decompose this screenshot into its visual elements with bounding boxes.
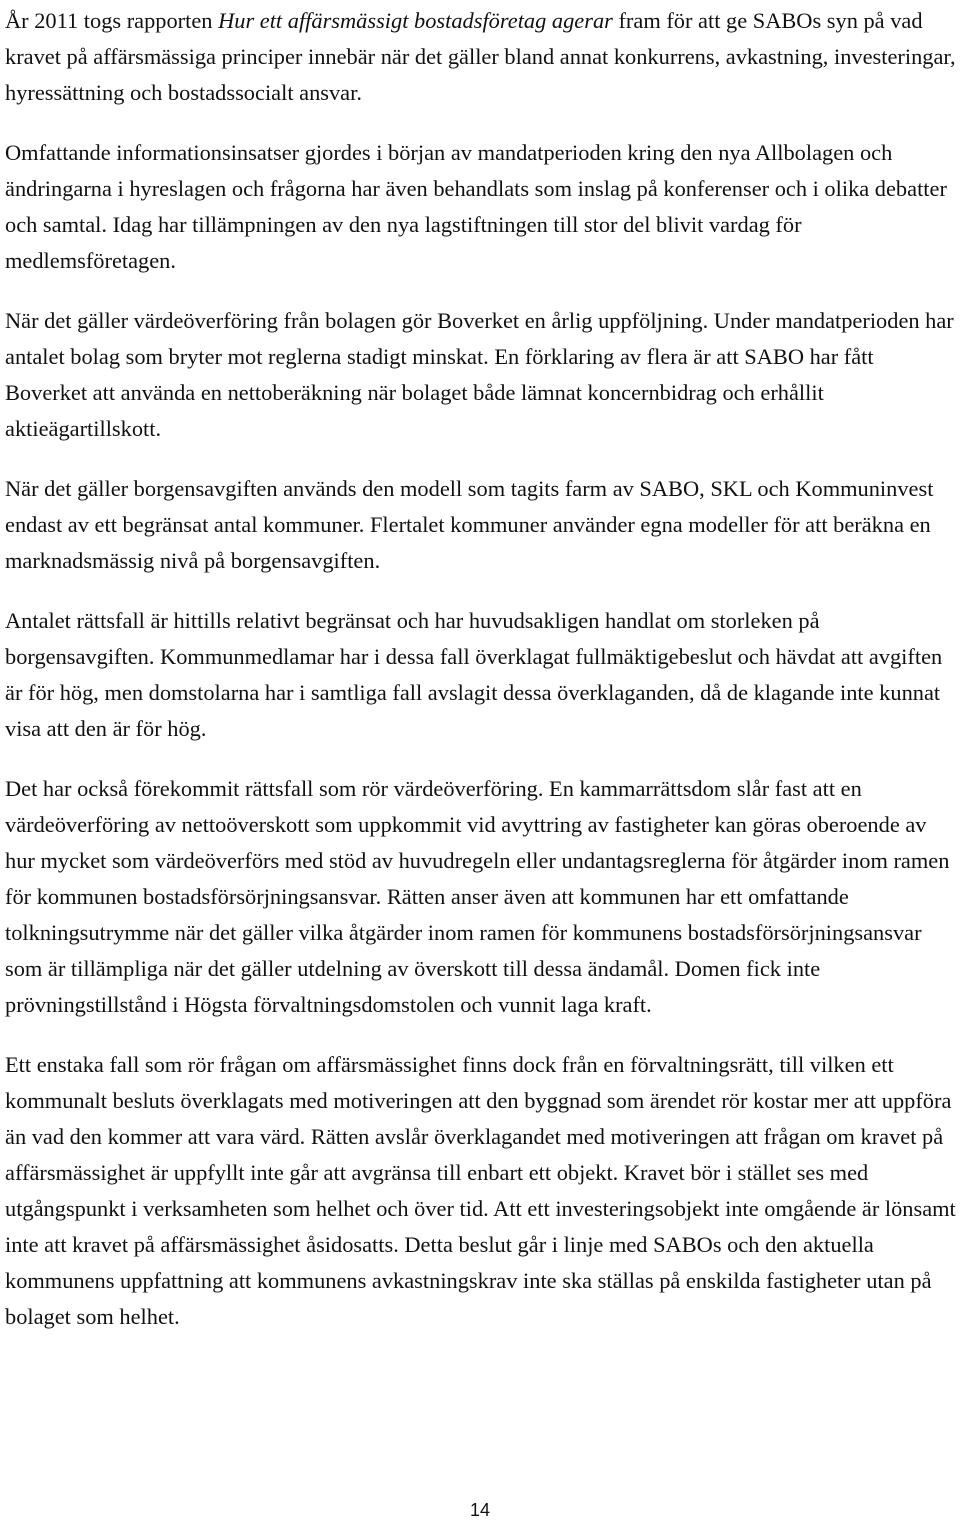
paragraph-6: Det har också förekommit rättsfall som rör värdeöverföring. En kammarrättsdom slår fast att en värdeöverföring av nettoöverskott som uppkommit vid avyttring av fastigheter kan göras oberoende av hur mycket som värdeöverförs med stöd av huvudregeln eller undantagsreglerna för åtgärder inom ramen för kommunen bostadsförsörjningsansvar. Rätten anser även att kommunen har ett omfattande tolkningsutrymme när det gäller vilka åtgärder inom ramen för kommunens bostadsförsörjningsansvar som är tillämpliga när det gäller utdelning av överskott till dessa ändamål. Domen fick inte prövningstillstånd i Högsta förvaltningsdomstolen och vunnit laga kraft. [5,776,950,1017]
paragraph-1 [5,3,960,111]
paragraph-1-rest: fram för att ge SABOs syn på vad kravet på affärsmässiga principer innebär när det gäller bland annat konkurrens, avkastning, investeringar, hyressättning och bostadssocialt ansvar. [5,8,956,105]
paragraph-1-lead: År 2011 togs rapporten [5,8,219,33]
body-text [5,3,960,1359]
paragraph-7: Ett enstaka fall som rör frågan om affärsmässighet finns dock från en förvaltningsrätt, till vilken ett kommunalt besluts överklagats med motiveringen att den byggnad som ärendet rör kostar mer att uppföra än vad den kommer att vara värd. Rätten avslår överklagandet med motiveringen att frågan om kravet på affärsmässighet är uppfyllt inte går att avgränsa till enbart ett objekt. Kravet bör i stället ses med utgångspunkt i verksamheten som helhet och över tid. Att ett investeringsobjekt inte omgående är lönsamt inte att kravet på affärsmässighet åsidosatts. Detta beslut går i linje med SABOs och den aktuella kommunens uppfattning att kommunens avkastningskrav inte ska ställas på enskilda fastigheter utan på bolaget som helhet. [5,1052,956,1329]
paragraph-5: Antalet rättsfall är hittills relativt begränsat och har huvudsakligen handlat om storleken på borgensavgiften. Kommunmedlamar har i dessa fall överklagat fullmäktigebeslut och hävdat att avgiften är för hög, men domstolarna har i samtliga fall avslagit dessa överklaganden, då de klagande inte kunnat visa att den är för hög. [5,608,943,741]
page-number: 14 [469,1500,491,1520]
paragraph-2: Omfattande informationsinsatser gjordes i början av mandatperioden kring den nya Allbolagen och ändringarna i hyreslagen och frågorna har även behandlats som inslag på konferenser och i olika debatter och samtal. Idag har tillämpningen av den nya lagstiftningen till stor del blivit vardag för medlemsföretagen. [5,140,947,273]
paragraph-3: När det gäller värdeöverföring från bolagen gör Boverket en årlig uppföljning. Under mandatperioden har antalet bolag som bryter mot reglerna stadigt minskat. En förklaring av flera är att SABO har fått Boverket att använda en nettoberäkning när bolaget både lämnat koncernbidrag och erhållit aktieägartillskott. [5,308,954,441]
paragraph-4: När det gäller borgensavgiften används den modell som tagits farm av SABO, SKL och Kommuninvest endast av ett begränsat antal kommuner. Flertalet kommuner använder egna modeller för att beräkna en marknadsmässig nivå på borgensavgiften. [5,476,934,573]
report-title: Hur ett affärsmässigt bostadsföretag agerar [218,8,613,33]
